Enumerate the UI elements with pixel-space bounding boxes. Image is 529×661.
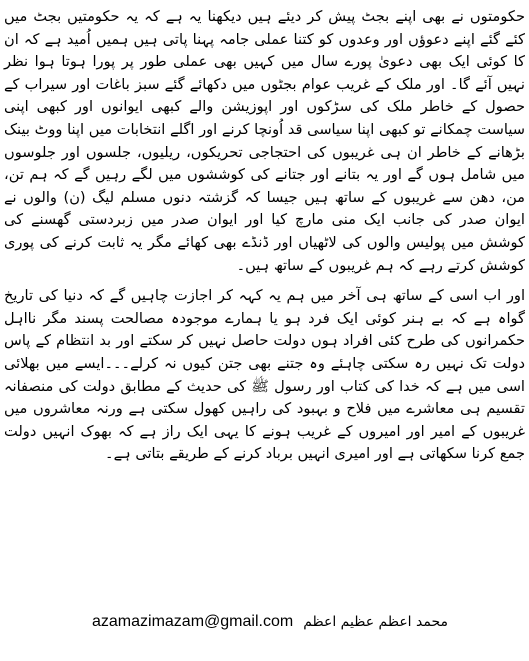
article-paragraph: اور اب اسی کے ساتھ ہی آخر میں ہم یہ کہہ کر اجازت چاہیں گے کہ دنیا کی تاریخ گواہ ہے کہ بے ہنر کوئی ایک فرد ہو یا ہمارے موجودہ مصالحت پسند مگر نااہل حکمرانوں کی طرح کئی افراد ہوں دولت حاصل نہیں کر سکتے اور بد انتظام کے پاس دولت تک نہیں رہ سکتی چاہئے وہ جتنے بھی جتن کیوں نہ کرلے۔۔۔ایسے میں بھلائی اسی میں ہے کہ خدا کی کتاب اور رسول ﷺ کی حدیث کے مطابق دولت کی منصفانہ تقسیم ہی معاشرے میں فلاح و بہبود کی راہیں کھول سکتی ہے ورنہ معاشروں میں غریبوں کے امیر اور امیروں کے غریب ہونے کا یہی ایک راز ہے کہ بھوک انہیں دولت جمع کرنا سکھاتی ہے اور امیری انہیں برباد کرنے کے طریقے بتاتی ہے۔ bbox=[4, 287, 525, 463]
author-email: azamazimazam@gmail.com bbox=[92, 613, 294, 630]
signature-line bbox=[92, 613, 452, 633]
article-paragraph: حکومتوں نے بھی اپنے بجٹ پیش کر دیئے ہیں دیکھنا یہ ہے کہ یہ حکومتیں بجٹ میں کئے گئے اپنے دعوؤں اور وعدوں کو کتنا عملی جامہ پہنا پاتی ہیں ہمیں اُمید ہے کہ ان کا کوئی ایک بھی دعویٰ پورے سال میں کہیں بھی عملی طور پر پورا ہوتا ہوا نظر نہیں آئے گا۔ اور ملک کے غریب عوام بجٹوں میں دکھائے گئے سبز باغات اور سیراب کے حصول کے خاطر ملک کی سڑکوں اور اپوزیشن والے کبھی ایوانوں اور کبھی اپنی سیاست چمکانے تو کبھی اپنا سیاسی قد اُونچا کرنے اور اگلے انتخابات میں اپنا ووٹ بینک بڑھانے کے خاطر ان ہی غریبوں کی احتجاجی تحریکوں، ریلیوں، جلسوں اور جلوسوں میں شامل ہوں گے اور یہ بتانے اور جتانے کی کوششوں میں لگے رہیں گے کہ ہم تن، من، دھن سے غریبوں کے ساتھ ہیں جیسا کہ گزشتہ دنوں مسلم لیگ (ن) والوں نے ایوان صدر کی جانب ایک منی مارچ کیا اور ایوان صدر میں زبردستی گھسنے کی کوشش میں پولیس والوں کی لاٹھیاں اور ڈنڈے بھی کھائے مگر یہ ثابت کرنے کی پوری کوشش کرتے رہے کہ ہم غریبوں کے ساتھ ہیں۔ bbox=[4, 8, 525, 274]
author-name: محمد اعظم عظیم اعظم bbox=[303, 614, 448, 630]
article-body bbox=[4, 6, 525, 466]
